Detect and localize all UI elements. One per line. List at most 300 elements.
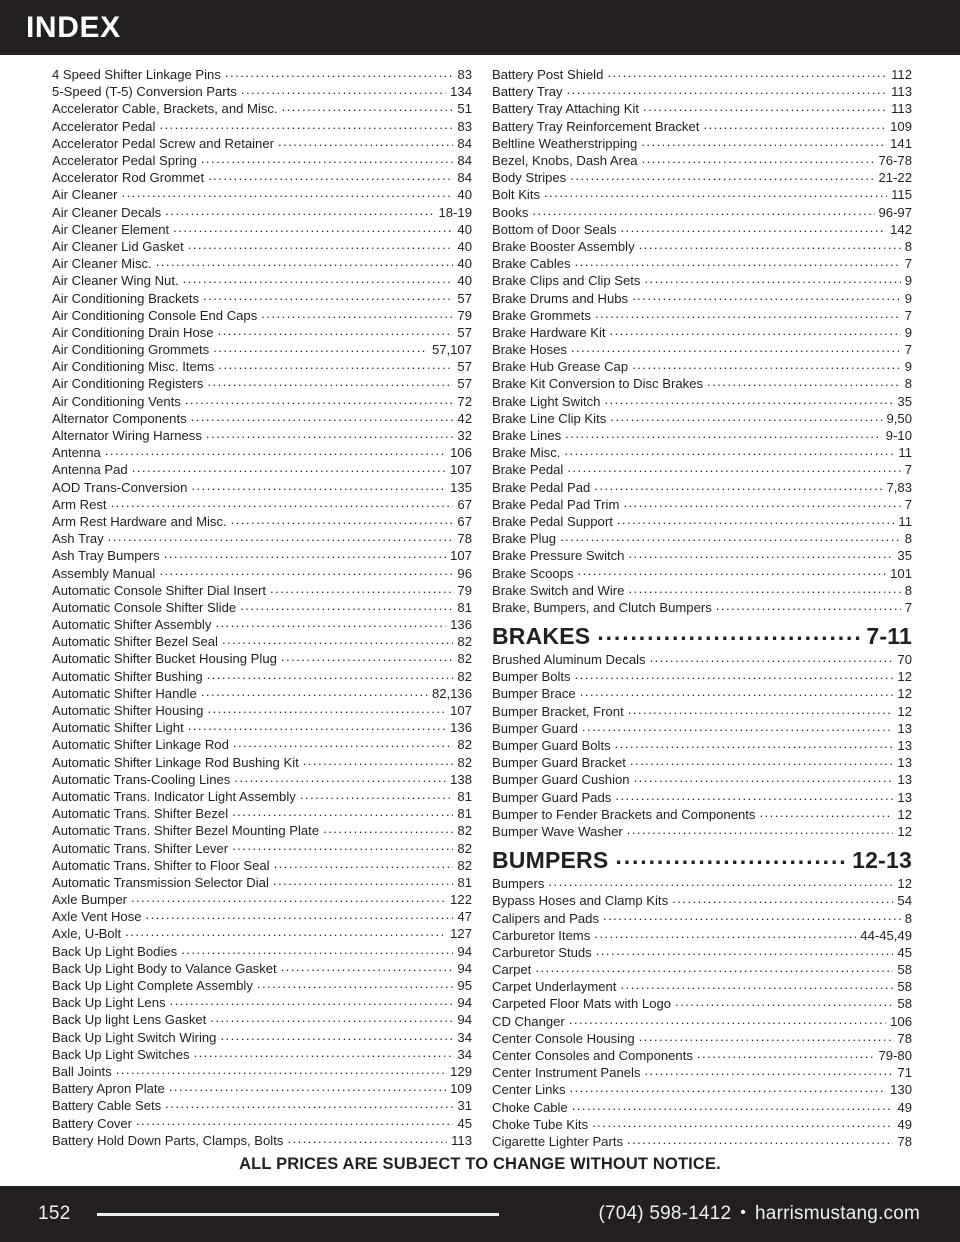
index-entry-label: Carburetor Items — [492, 927, 591, 943]
dot-leader — [201, 685, 428, 698]
index-entry-label: Brake Hardware Kit — [492, 324, 606, 340]
index-entry-page: 45 — [457, 1115, 472, 1131]
index-entry[interactable] — [492, 564, 912, 581]
index-entry[interactable] — [52, 839, 472, 856]
index-entry-page: 142 — [890, 221, 912, 237]
index-entry-label: Brake Pedal Support — [492, 513, 613, 529]
index-entry[interactable] — [52, 186, 472, 203]
index-entry[interactable] — [52, 736, 472, 753]
index-entry-label: Arm Rest — [52, 496, 107, 512]
index-entry-page: 136 — [450, 720, 472, 736]
dot-leader — [159, 564, 453, 577]
index-entry-label: Battery Tray Reinforcement Bracket — [492, 118, 700, 134]
index-entry[interactable] — [492, 909, 912, 926]
dot-leader — [569, 1013, 886, 1026]
index-entry[interactable] — [52, 341, 472, 358]
index-section-heading[interactable] — [492, 845, 912, 875]
index-entry[interactable] — [492, 944, 912, 961]
index-entry[interactable] — [52, 891, 472, 908]
dot-leader — [628, 582, 900, 595]
index-entry[interactable] — [492, 118, 912, 135]
dot-leader — [105, 444, 446, 457]
index-entry[interactable] — [492, 737, 912, 754]
page-footer — [0, 1186, 960, 1242]
index-entry[interactable] — [52, 960, 472, 977]
index-entry-label: 5-Speed (T-5) Conversion Parts — [52, 84, 237, 100]
index-entry[interactable] — [492, 255, 912, 272]
index-entry-label: Bypass Hoses and Clamp Kits — [492, 893, 669, 909]
index-entry[interactable] — [52, 1011, 472, 1028]
index-entry[interactable] — [492, 66, 912, 83]
dot-leader — [274, 857, 454, 870]
dot-leader — [623, 496, 900, 509]
index-entry[interactable] — [52, 977, 472, 994]
index-entry-label: Carpeted Floor Mats with Logo — [492, 996, 672, 1012]
index-entry-label: Brake Misc. — [492, 445, 561, 461]
index-entry[interactable] — [52, 582, 472, 599]
dot-leader — [181, 943, 453, 956]
dot-leader — [273, 874, 454, 887]
index-entry-label: Battery Apron Plate — [52, 1081, 165, 1097]
index-entry[interactable] — [492, 375, 912, 392]
index-entry-page: 107 — [450, 462, 472, 478]
index-entry[interactable] — [492, 135, 912, 152]
index-entry[interactable] — [52, 135, 472, 152]
index-entry-label: Battery Tray — [492, 84, 563, 100]
index-entry[interactable] — [52, 925, 472, 942]
index-entry[interactable] — [492, 978, 912, 995]
dot-leader — [607, 66, 887, 79]
index-entry-label: Brake Line Clip Kits — [492, 410, 607, 426]
index-entry[interactable] — [492, 703, 912, 720]
index-entry[interactable] — [52, 530, 472, 547]
index-entry-page: 7 — [904, 599, 912, 615]
dot-leader — [594, 479, 882, 492]
index-entry-label: Brake Pressure Switch — [492, 548, 625, 564]
index-entry-label: Ball Joints — [52, 1063, 112, 1079]
index-entry[interactable] — [52, 83, 472, 100]
index-entry[interactable] — [52, 1132, 472, 1149]
index-entry[interactable] — [52, 479, 472, 496]
index-entry-page: 82 — [457, 840, 472, 856]
index-entry-label: Automatic Shifter Handle — [52, 685, 197, 701]
dot-leader — [257, 977, 454, 990]
index-entry[interactable] — [492, 83, 912, 100]
dot-leader — [170, 994, 454, 1007]
index-entry[interactable] — [52, 702, 472, 719]
dot-leader — [225, 66, 454, 79]
index-entry-label: Center Console Housing — [492, 1030, 635, 1046]
dot-leader — [206, 427, 454, 440]
index-entry-label: Bumper Guard — [492, 720, 578, 736]
index-entry-page: 12 — [897, 876, 912, 892]
index-entry[interactable] — [492, 204, 912, 221]
dot-leader — [572, 1099, 894, 1112]
index-entry[interactable] — [492, 238, 912, 255]
index-entry[interactable] — [492, 530, 912, 547]
dot-leader — [131, 891, 446, 904]
index-entry[interactable] — [52, 1063, 472, 1080]
index-entry[interactable] — [492, 496, 912, 513]
index-entry[interactable] — [492, 892, 912, 909]
dot-leader — [213, 341, 428, 354]
index-entry[interactable] — [492, 754, 912, 771]
dot-leader — [595, 307, 901, 320]
index-entry-page: 84 — [457, 170, 472, 186]
index-entry[interactable] — [492, 547, 912, 564]
index-entry[interactable] — [492, 961, 912, 978]
index-entry-label: Center Instrument Panels — [492, 1065, 641, 1081]
index-entry-page: 78 — [897, 1133, 912, 1149]
index-entry-label: Automatic Shifter Bezel Seal — [52, 634, 218, 650]
index-entry-label: Brake Switch and Wire — [492, 582, 625, 598]
index-entry-page: 57 — [457, 290, 472, 306]
index-entry-page: 94 — [457, 1012, 472, 1028]
index-entry[interactable] — [52, 444, 472, 461]
dot-leader — [560, 530, 901, 543]
index-entry-page: 12 — [897, 669, 912, 685]
dot-leader — [597, 621, 860, 644]
index-entry-page: 40 — [457, 273, 472, 289]
index-entry[interactable] — [492, 307, 912, 324]
index-entry-page: 67 — [457, 513, 472, 529]
index-entry-page: 78 — [457, 531, 472, 547]
dot-leader — [617, 513, 895, 526]
index-entry[interactable] — [52, 393, 472, 410]
index-entry-label: 4 Speed Shifter Linkage Pins — [52, 67, 221, 83]
index-entry-page: 9 — [904, 359, 912, 375]
index-entry[interactable] — [492, 221, 912, 238]
index-entry-label: Battery Hold Down Parts, Clamps, Bolts — [52, 1132, 284, 1148]
index-entry-label: Automatic Shifter Linkage Rod — [52, 737, 229, 753]
index-entry-page: 8 — [904, 238, 912, 254]
index-entry[interactable] — [52, 66, 472, 83]
index-entry-page: 101 — [890, 565, 912, 581]
index-entry[interactable] — [52, 410, 472, 427]
index-entry[interactable] — [52, 204, 472, 221]
index-entry-label: Axle, U-Bolt — [52, 926, 122, 942]
index-entry-label: CD Changer — [492, 1013, 565, 1029]
index-entry-page: 9 — [904, 273, 912, 289]
index-entry-label: Brake Pedal — [492, 462, 564, 478]
dot-leader — [233, 736, 454, 749]
index-entry-label: Air Cleaner Lid Gasket — [52, 238, 184, 254]
index-entry-label: Air Cleaner Wing Nut. — [52, 273, 179, 289]
dot-leader — [234, 771, 446, 784]
index-entry[interactable] — [492, 324, 912, 341]
index-entry[interactable] — [492, 272, 912, 289]
index-entry-label: BUMPERS — [492, 847, 609, 874]
index-entry-page: 12 — [897, 823, 912, 839]
index-entry-page: 82 — [457, 668, 472, 684]
index-entry-label: Arm Rest Hardware and Misc. — [52, 513, 227, 529]
index-entry[interactable] — [492, 875, 912, 892]
index-entry[interactable] — [492, 1030, 912, 1047]
dot-leader — [703, 118, 886, 131]
index-entry-page: 7 — [904, 256, 912, 272]
index-entry[interactable] — [52, 650, 472, 667]
dot-leader — [165, 204, 434, 217]
dot-leader — [620, 978, 893, 991]
index-entry-page: 79 — [457, 307, 472, 323]
index-entry[interactable] — [492, 393, 912, 410]
index-entry-label: Bumper to Fender Brackets and Components — [492, 806, 756, 822]
index-entry[interactable] — [492, 410, 912, 427]
index-entry[interactable] — [492, 651, 912, 668]
index-entry[interactable] — [52, 1080, 472, 1097]
dot-leader — [282, 100, 454, 113]
dot-leader — [191, 410, 454, 423]
dot-leader — [122, 186, 454, 199]
index-entry[interactable] — [52, 1029, 472, 1046]
index-entry[interactable] — [492, 169, 912, 186]
index-entry[interactable] — [52, 547, 472, 564]
index-entry[interactable] — [492, 100, 912, 117]
index-entry-page: 129 — [450, 1063, 472, 1079]
index-entry-page: 82,136 — [431, 685, 472, 701]
index-entry[interactable] — [52, 461, 472, 478]
dot-leader — [270, 582, 453, 595]
index-entry[interactable] — [492, 599, 912, 616]
dot-leader — [146, 908, 454, 921]
index-entry-page: 79-80 — [878, 1048, 912, 1064]
index-entry[interactable] — [492, 444, 912, 461]
dot-leader — [565, 427, 882, 440]
index-entry-label: Automatic Transmission Selector Dial — [52, 874, 269, 890]
index-entry[interactable] — [52, 496, 472, 513]
index-entry-label: Battery Post Shield — [492, 67, 604, 83]
index-entry-page: 82 — [457, 651, 472, 667]
index-entry[interactable] — [52, 1046, 472, 1063]
index-entry[interactable] — [492, 668, 912, 685]
index-entry-label: Brake, Bumpers, and Clutch Bumpers — [492, 599, 712, 615]
dot-leader — [111, 496, 454, 509]
index-entry-page: 112 — [891, 67, 912, 83]
index-entry[interactable] — [492, 1116, 912, 1133]
index-entry[interactable] — [492, 806, 912, 823]
index-entry[interactable] — [52, 857, 472, 874]
index-entry[interactable] — [492, 927, 912, 944]
index-entry-page: 9 — [904, 290, 912, 306]
index-entry-page: 79 — [457, 582, 472, 598]
index-entry-page: 31 — [457, 1098, 472, 1114]
index-entry[interactable] — [52, 221, 472, 238]
index-entry[interactable] — [492, 461, 912, 478]
index-entry[interactable] — [52, 358, 472, 375]
index-entry[interactable] — [52, 754, 472, 771]
index-entry[interactable] — [52, 994, 472, 1011]
index-entry-label: Automatic Console Shifter Dial Insert — [52, 582, 266, 598]
index-entry[interactable] — [52, 324, 472, 341]
dot-leader — [564, 444, 894, 457]
index-entry[interactable] — [52, 633, 472, 650]
dot-leader — [570, 169, 874, 182]
index-entry[interactable] — [52, 616, 472, 633]
index-column-right — [492, 66, 912, 1150]
dot-leader — [188, 719, 446, 732]
index-entry-page: 82 — [457, 634, 472, 650]
footer-page-number: 152 — [38, 1203, 71, 1224]
index-entry[interactable] — [492, 1133, 912, 1150]
index-entry[interactable] — [52, 427, 472, 444]
index-entry[interactable] — [52, 152, 472, 169]
index-entry-page: 58 — [897, 979, 912, 995]
index-entry-label: Automatic Trans. Shifter Lever — [52, 840, 229, 856]
index-entry[interactable] — [52, 719, 472, 736]
index-entry[interactable] — [52, 943, 472, 960]
dot-leader — [610, 324, 901, 337]
dot-leader — [210, 1011, 453, 1024]
index-entry[interactable] — [52, 874, 472, 891]
index-entry[interactable] — [492, 289, 912, 306]
index-entry[interactable] — [52, 771, 472, 788]
index-entry-page: 138 — [450, 771, 472, 787]
dot-leader — [675, 995, 893, 1008]
index-entry[interactable] — [492, 789, 912, 806]
index-entry-page: 13 — [897, 738, 912, 754]
dot-leader — [570, 1081, 887, 1094]
index-entry-page: 40 — [457, 187, 472, 203]
dot-leader — [548, 875, 893, 888]
index-entry[interactable] — [492, 685, 912, 702]
index-entry[interactable] — [52, 238, 472, 255]
index-entry[interactable] — [492, 513, 912, 530]
index-entry-label: Brake Lines — [492, 428, 562, 444]
index-entry[interactable] — [492, 995, 912, 1012]
index-entry[interactable] — [52, 822, 472, 839]
index-entry-label: Back Up Light Lens — [52, 995, 166, 1011]
index-entry[interactable] — [492, 1064, 912, 1081]
index-entry-page: 107 — [450, 548, 472, 564]
index-entry[interactable] — [52, 1114, 472, 1131]
index-entry[interactable] — [52, 118, 472, 135]
index-entry[interactable] — [52, 1097, 472, 1114]
index-entry-label: Cigarette Lighter Parts — [492, 1133, 624, 1149]
index-section-heading[interactable] — [492, 621, 912, 651]
index-entry-page: 44-45,49 — [860, 927, 912, 943]
index-entry[interactable] — [492, 479, 912, 496]
index-entry-page: 12-13 — [852, 847, 912, 874]
index-entry[interactable] — [52, 805, 472, 822]
index-entry-label: Calipers and Pads — [492, 910, 599, 926]
index-entry-label: Bumper Guard Pads — [492, 789, 612, 805]
index-entry-label: Battery Cable Sets — [52, 1098, 162, 1114]
dot-leader — [580, 685, 894, 698]
index-entry[interactable] — [52, 564, 472, 581]
index-entry-page: 34 — [457, 1046, 472, 1062]
price-notice: ALL PRICES ARE SUBJECT TO CHANGE WITHOUT NOTICE. — [239, 1155, 721, 1173]
index-entry-label: Bumper Guard Cushion — [492, 772, 630, 788]
dot-leader — [287, 1132, 447, 1145]
index-entry-page: 95 — [457, 978, 472, 994]
index-entry-page: 84 — [457, 135, 472, 151]
index-entry[interactable] — [492, 1081, 912, 1098]
index-entry-label: Alternator Components — [52, 410, 187, 426]
index-entry[interactable] — [492, 152, 912, 169]
index-entry-page: 82 — [457, 823, 472, 839]
index-entry[interactable] — [52, 272, 472, 289]
index-entry[interactable] — [492, 427, 912, 444]
index-entry-label: Automatic Trans. Shifter Bezel — [52, 806, 229, 822]
index-entry[interactable] — [492, 1047, 912, 1064]
index-entry[interactable] — [492, 720, 912, 737]
index-entry[interactable] — [52, 375, 472, 392]
index-entry-label: Brake Pedal Pad Trim — [492, 496, 620, 512]
index-entry[interactable] — [52, 788, 472, 805]
index-entry-page: 40 — [457, 238, 472, 254]
dot-leader — [575, 255, 901, 268]
index-entry-page: 109 — [450, 1081, 472, 1097]
index-entry-page: 9 — [904, 324, 912, 340]
index-entry-label: Ash Tray Bumpers — [52, 548, 160, 564]
index-entry-label: Bumper Brace — [492, 686, 576, 702]
index-entry-label: Assembly Manual — [52, 565, 156, 581]
index-entry-label: Back Up light Lens Gasket — [52, 1012, 207, 1028]
index-entry-page: 83 — [457, 67, 472, 83]
index-entry-label: Automatic Shifter Bushing — [52, 668, 203, 684]
index-entry[interactable] — [52, 685, 472, 702]
index-entry[interactable] — [52, 908, 472, 925]
index-entry[interactable] — [492, 1099, 912, 1116]
index-entry[interactable] — [492, 358, 912, 375]
index-entry[interactable] — [52, 599, 472, 616]
dot-leader — [159, 118, 453, 131]
index-entry-page: 84 — [457, 153, 472, 169]
dot-leader — [610, 410, 882, 423]
index-entry[interactable] — [492, 186, 912, 203]
index-entry-label: Automatic Shifter Linkage Rod Bushing Kit — [52, 754, 299, 770]
index-entry[interactable] — [52, 100, 472, 117]
index-entry-page: 81 — [457, 806, 472, 822]
index-entry-page: 54 — [897, 893, 912, 909]
index-entry-label: Automatic Shifter Assembly — [52, 617, 212, 633]
index-entry-label: AOD Trans-Conversion — [52, 479, 188, 495]
index-entry-page: 35 — [897, 548, 912, 564]
index-entry-page: 58 — [897, 996, 912, 1012]
index-entry-label: Accelerator Cable, Brackets, and Misc. — [52, 101, 278, 117]
index-entry-label: Bottom of Door Seals — [492, 221, 617, 237]
index-entry-label: Brake Pedal Pad — [492, 479, 591, 495]
dot-leader — [191, 479, 446, 492]
page-title: INDEX — [26, 10, 121, 44]
index-entry-label: Back Up Light Body to Valance Gasket — [52, 960, 277, 976]
index-entry[interactable] — [52, 307, 472, 324]
dot-leader — [571, 341, 901, 354]
index-entry-label: Air Cleaner Decals — [52, 204, 162, 220]
dot-leader — [632, 358, 901, 371]
index-entry-label: Beltline Weatherstripping — [492, 135, 638, 151]
index-entry[interactable] — [492, 1013, 912, 1030]
index-entry[interactable] — [492, 771, 912, 788]
index-entry-page: 136 — [450, 617, 472, 633]
index-entry-label: Choke Cable — [492, 1099, 568, 1115]
index-entry[interactable] — [492, 823, 912, 840]
index-entry[interactable] — [52, 668, 472, 685]
index-entry[interactable] — [52, 255, 472, 272]
footer-contact — [598, 1203, 920, 1225]
index-entry[interactable] — [52, 169, 472, 186]
index-entry-label: Bumper Bolts — [492, 669, 571, 685]
index-entry-label: Automatic Shifter Housing — [52, 703, 204, 719]
index-entry-page: 96-97 — [878, 204, 912, 220]
index-entry-page: 8 — [904, 531, 912, 547]
index-entry[interactable] — [52, 289, 472, 306]
index-entry[interactable] — [492, 341, 912, 358]
index-entry[interactable] — [492, 582, 912, 599]
index-entry-page: 11 — [898, 513, 912, 529]
index-entry[interactable] — [52, 513, 472, 530]
dot-leader — [567, 461, 900, 474]
